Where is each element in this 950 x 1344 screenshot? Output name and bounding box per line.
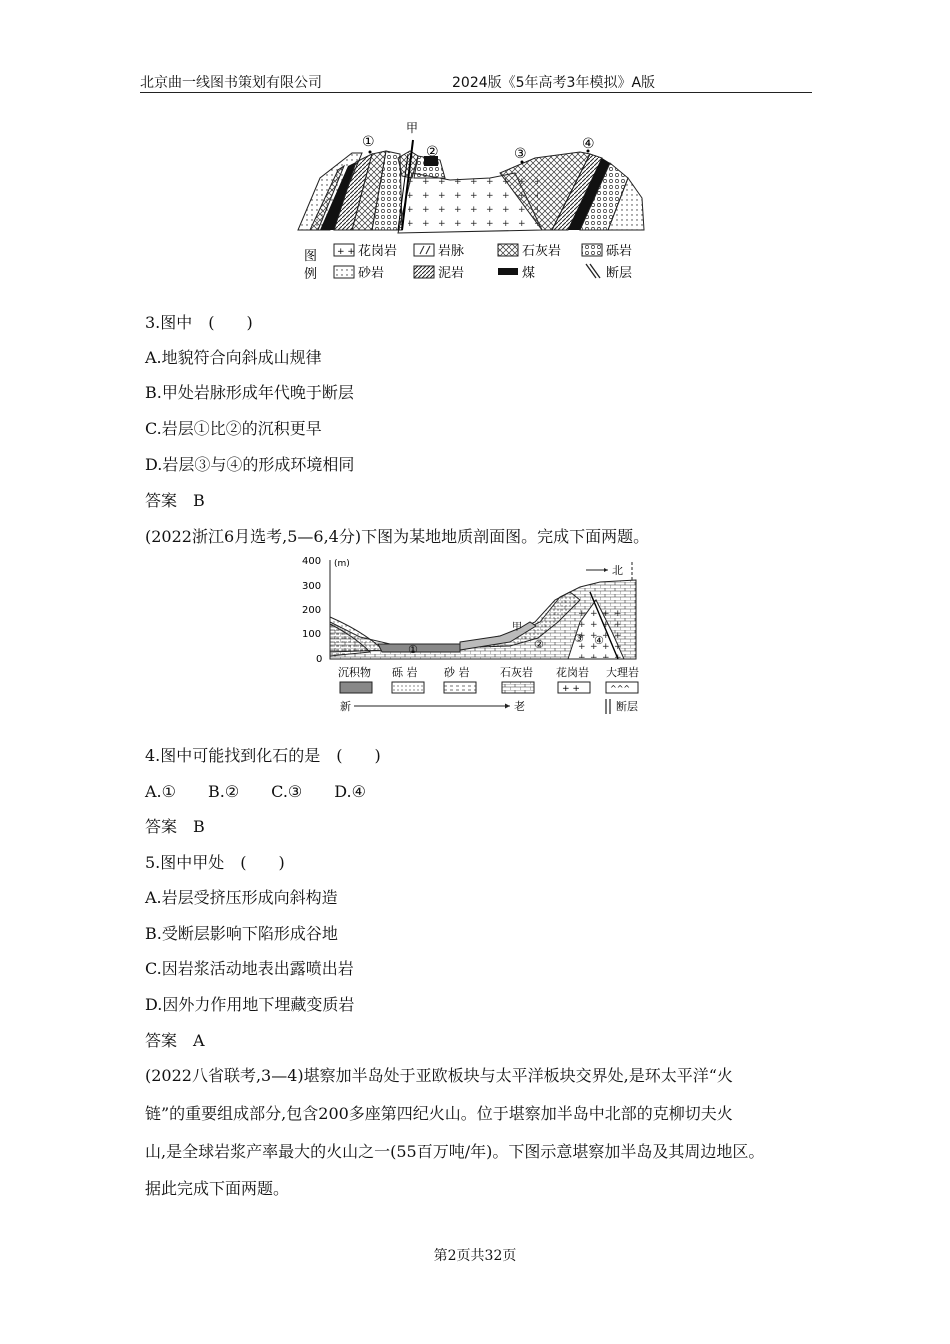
geology-figure-1 — [290, 118, 650, 288]
legend-fault: 断层 — [606, 266, 633, 281]
intro-3-line-3: 山,是全球岩浆产率最大的火山之一(55百万吨/年)。下图示意堪察加半岛及其周边地区。 — [145, 1142, 765, 1161]
fig2-unit: (m) — [334, 559, 350, 569]
legend2-limestone: 石灰岩 — [500, 666, 533, 679]
q4-options: A.① B.② C.③ D.④ — [145, 782, 366, 801]
q5-answer: 答案 A — [145, 1031, 205, 1050]
legend-mudstone: 泥岩 — [438, 266, 465, 281]
legend2-sediment: 沉积物 — [338, 666, 371, 679]
q5-stem: 5.图中甲处 ( ) — [145, 853, 285, 872]
svg-text:+ +: + + — [337, 247, 355, 257]
intro-3-line-4: 据此完成下面两题。 — [145, 1179, 290, 1198]
svg-text:+ +: + + — [562, 684, 580, 694]
intro-3-line-2: 链”的重要组成部分,包含200多座第四纪火山。位于堪察加半岛中北部的克柳切夫火 — [145, 1104, 733, 1123]
legend2-fault: 断层 — [616, 700, 638, 713]
legend-title-1: 图 — [304, 249, 318, 264]
fig2-label-jia: 甲 — [512, 622, 522, 633]
legend-coal: 煤 — [522, 266, 536, 281]
svg-text:^^^: ^^^ — [610, 684, 631, 693]
fig1-label-3: ③ — [514, 146, 527, 162]
header-right: 2024版《5年高考3年模拟》A版 — [452, 75, 656, 91]
fig1-label-jia: 甲 — [406, 121, 419, 135]
fig2-label-2: ② — [534, 638, 544, 651]
q4-answer: 答案 B — [145, 817, 205, 836]
q4-stem: 4.图中可能找到化石的是 ( ) — [145, 746, 381, 765]
fig2-north: 北 — [612, 564, 623, 577]
fig1-label-2: ② — [426, 144, 439, 160]
legend2-old: 老 — [514, 700, 525, 713]
fig2-ytick-200: 200 — [302, 605, 322, 616]
q5-option-d: D.因外力作用地下埋藏变质岩 — [145, 995, 355, 1014]
page-header — [140, 70, 812, 93]
fig2-label-1: ① — [408, 643, 418, 656]
geology-figure-2 — [300, 552, 650, 717]
page-footer: 第2页共32页 — [433, 1248, 517, 1264]
legend2-conglomerate: 砾 岩 — [392, 666, 418, 679]
legend2-granite: 花岗岩 — [556, 666, 589, 679]
legend-limestone: 石灰岩 — [522, 244, 562, 259]
legend-dike: 岩脉 — [438, 244, 465, 259]
intro-3-line-1: (2022八省联考,3—4)堪察加半岛处于亚欧板块与太平洋板块交界处,是环太平洋“火 — [145, 1066, 733, 1085]
legend2-sandstone: 砂 岩 — [444, 666, 470, 679]
intro-2: (2022浙江6月选考,5—6,4分)下图为某地地质剖面图。完成下面两题。 — [145, 527, 650, 546]
legend-granite: 花岗岩 — [358, 244, 398, 259]
fig2-ytick-0: 0 — [316, 654, 323, 665]
header-left: 北京曲一线图书策划有限公司 — [140, 75, 322, 91]
q3-option-c: C.岩层①比②的沉积更早 — [145, 419, 322, 438]
q5-option-c: C.因岩浆活动地表出露喷出岩 — [145, 959, 354, 978]
legend2-new: 新 — [340, 700, 351, 713]
q3-stem: 3.图中 ( ) — [145, 313, 253, 332]
q5-option-b: B.受断层影响下陷形成谷地 — [145, 924, 338, 943]
q3-option-d: D.岩层③与④的形成环境相同 — [145, 455, 355, 474]
fig2-ytick-400: 400 — [302, 556, 322, 567]
fig2-label-4: ④ — [594, 634, 604, 647]
q3-option-a: A.地貌符合向斜成山规律 — [145, 348, 322, 367]
fig1-label-1: ① — [362, 134, 375, 150]
q5-option-a: A.岩层受挤压形成向斜构造 — [145, 888, 338, 907]
legend-sandstone: 砂岩 — [358, 266, 385, 281]
fig2-label-3: ③ — [574, 632, 584, 645]
fig2-ytick-300: 300 — [302, 581, 322, 592]
legend-title-2: 例 — [304, 267, 318, 282]
q3-answer: 答案 B — [145, 491, 205, 510]
q3-option-b: B.甲处岩脉形成年代晚于断层 — [145, 383, 354, 402]
fig2-ytick-100: 100 — [302, 629, 322, 640]
legend-conglomerate: 砾岩 — [606, 244, 633, 259]
legend2-marble: 大理岩 — [606, 666, 639, 679]
fig1-label-4: ④ — [582, 136, 595, 152]
